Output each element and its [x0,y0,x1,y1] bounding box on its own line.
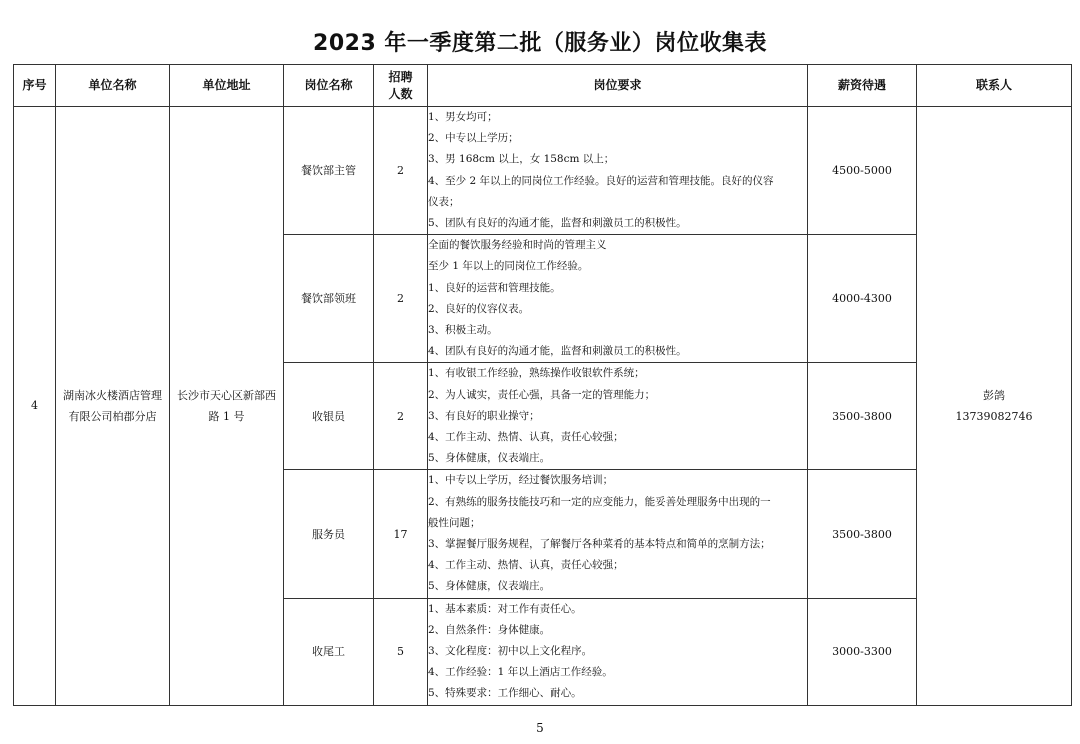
position-requirements [428,107,808,235]
requirement-line: 5、身体健康，仪表端庄。 [428,580,551,593]
position-requirements [428,598,808,705]
position-count: 17 [374,470,428,598]
header-company: 单位名称 [56,65,170,107]
requirement-line: 2、中专以上学历； [428,132,519,145]
header-recruit-line2: 人数 [388,86,413,101]
header-recruit-line1: 招聘 [388,69,413,84]
position-salary: 4500-5000 [808,107,917,235]
requirement-line: 3、掌握餐厅服务规程，了解餐厅各种菜肴的基本特点和简单的烹制方法； [428,538,771,551]
requirement-line: 4、团队有良好的沟通才能，监督和刺激员工的积极性。 [428,345,687,358]
position-requirements [428,470,808,598]
position-count: 2 [374,363,428,470]
address-line1: 长沙市天心区新部西 [177,388,276,402]
requirement-line: 4、至少 2 年以上的同岗位工作经验。良好的运营和管理技能。良好的仪容 [428,174,774,187]
position-salary: 3500-3800 [808,470,917,598]
position-salary: 3500-3800 [808,363,917,470]
requirement-line: 1、中专以上学历，经过餐饮服务培训； [428,474,614,487]
table-row [14,107,1072,235]
header-address: 单位地址 [170,65,284,107]
address-line2: 路 1 号 [208,409,245,423]
position-requirements [428,363,808,470]
requirement-line: 3、有良好的职业操守； [428,409,540,422]
position-name: 收银员 [284,363,374,470]
position-count: 5 [374,598,428,705]
requirement-line: 2、自然条件：身体健康。 [428,623,551,636]
header-seq: 序号 [14,65,56,107]
header-recruit [374,65,428,107]
requirement-line: 2、有熟练的服务技能技巧和一定的应变能力，能妥善处理服务中出现的一 [428,495,771,508]
requirement-line: 仪表； [428,195,460,208]
requirement-line: 5、特殊要求：工作细心、耐心。 [428,687,582,700]
header-contact: 联系人 [917,65,1072,107]
requirement-line: 1、良好的运营和管理技能。 [428,281,561,294]
requirement-line: 1、有收银工作经验，熟练操作收银软件系统； [428,367,645,380]
position-salary: 4000-4300 [808,235,917,363]
requirement-line: 3、文化程度：初中以上文化程序。 [428,645,593,658]
position-name: 收尾工 [284,598,374,705]
header-salary: 薪资待遇 [808,65,917,107]
requirement-line: 1、基本素质：对工作有责任心。 [428,602,582,615]
header-requirements: 岗位要求 [428,65,808,107]
header-position: 岗位名称 [284,65,374,107]
requirement-line: 至少 1 年以上的同岗位工作经验。 [428,260,589,273]
position-name: 服务员 [284,470,374,598]
position-count: 2 [374,107,428,235]
page-title: 2023 年一季度第二批（服务业）岗位收集表 [313,31,767,56]
requirement-line: 4、工作主动、热情、认真，责任心较强； [428,559,624,572]
requirement-line: 4、工作经验：1 年以上酒店工作经验。 [428,666,613,679]
job-table [13,64,1072,706]
requirement-line: 3、积极主动。 [428,324,498,337]
address-cell [170,107,284,706]
position-requirements [428,235,808,363]
requirement-line: 般性问题； [428,516,481,529]
page-number: 5 [536,721,544,735]
requirement-line: 5、团队有良好的沟通才能，监督和刺激员工的积极性。 [428,217,687,230]
contact-cell [917,107,1072,706]
requirement-line: 3、男 168cm 以上，女 158cm 以上； [428,153,615,166]
position-count: 2 [374,235,428,363]
requirement-line: 2、为人诚实，责任心强，具备一定的管理能力； [428,388,656,401]
contact-phone: 13739082746 [955,409,1033,423]
requirement-line: 全面的餐饮服务经验和时尚的管理主义 [428,239,607,252]
position-salary: 3000-3300 [808,598,917,705]
requirement-line: 5、身体健康，仪表端庄。 [428,452,551,465]
requirement-line: 2、良好的仪容仪表。 [428,302,530,315]
header-row [14,65,1072,107]
company-line2: 有限公司柏郡分店 [68,409,157,423]
company-line1: 湖南冰火楼酒店管理 [63,388,162,402]
requirement-line: 4、工作主动、热情、认真，责任心较强； [428,431,624,444]
position-name: 餐饮部领班 [284,235,374,363]
contact-name: 彭鸽 [983,388,1005,402]
position-name: 餐饮部主管 [284,107,374,235]
requirement-line: 1、男女均可； [428,111,498,123]
company-cell [56,107,170,706]
seq-cell: 4 [14,107,56,706]
